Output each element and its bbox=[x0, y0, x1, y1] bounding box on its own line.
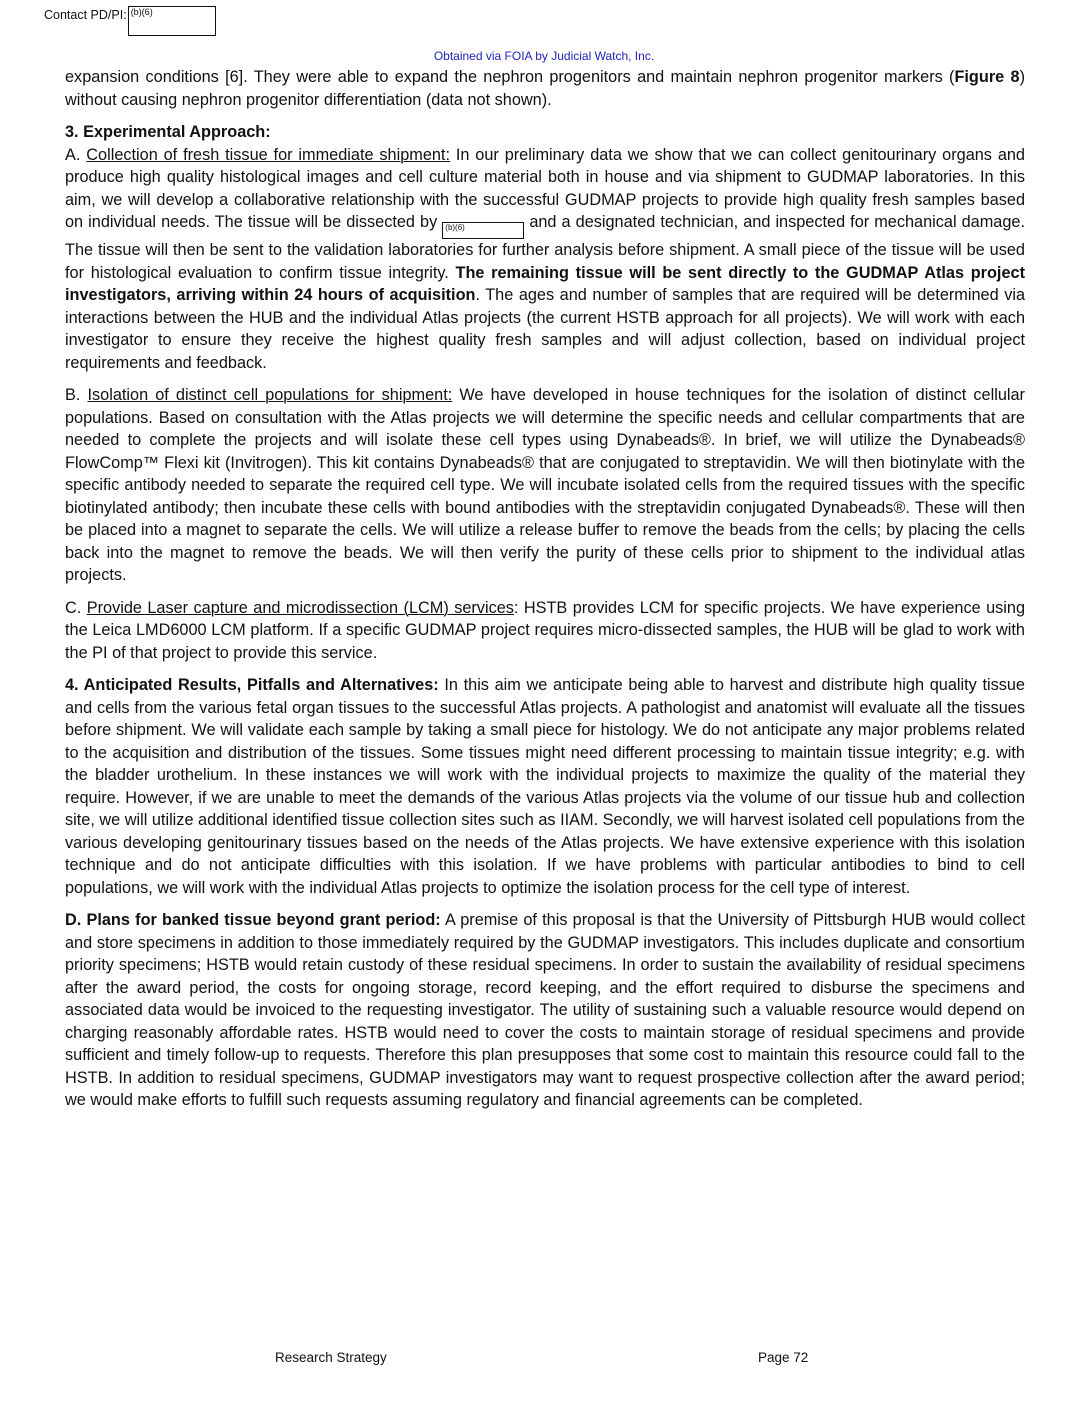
foia-watermark: Obtained via FOIA by Judicial Watch, Inc. bbox=[433, 49, 655, 63]
section-3c-paragraph: C. Provide Laser capture and microdissection (LCM) services: HSTB provides LCM for specific projects. We have experience using the Leica LMD6000 LCM platform. If a specific GUDMAP project requires micro-dissected samples, the HUB will be glad to work with the PI of that project to provide this service. bbox=[65, 598, 1025, 662]
footer-page-number: Page 72 bbox=[758, 1350, 809, 1365]
figure-reference: Figure 8 bbox=[954, 68, 1020, 86]
section-3b-paragraph: B. Isolation of distinct cell populations for shipment: We have developed in house techniques for the isolation of distinct cellular populations. Based on consultation with the Atlas projects we will determine the specific needs and cellular compartments that are needed to complete the projects and will isolate these cell types using Dynabeads®. In brief, we will utilize the Dynabeads® FlowComp™ Flexi kit (Invitrogen). This kit contains Dynabeads® that are conjugated to streptavidin. We will then biotinylate with the specific antibody needed to separate the required cell type. We will incubate isolated cells from the required tissues with the specific biotinylated antibody; then incubate these cells with bound antibodies with the streptavidin conjugated Dynabeads®. These will then be placed into a magnet to separate the cells. We will utilize a release buffer to remove the beads from the cells; by placing the cells back into the magnet to remove the beads. We will then verify the purity of these cells prior to shipment to the individual atlas projects. bbox=[65, 386, 1025, 584]
contact-pd-pi-label: Contact PD/PI: bbox=[44, 8, 127, 22]
intro-paragraph: expansion conditions [6]. They were able to expand the nephron progenitors and maintain nephron progenitor markers (Figure 8) without causing nephron progenitor differentiation (data not shown). bbox=[65, 68, 1025, 109]
footer-section-title: Research Strategy bbox=[275, 1350, 387, 1365]
section-3c-title: Provide Laser capture and microdissection (LCM) services bbox=[86, 598, 514, 617]
section-4-paragraph: 4. Anticipated Results, Pitfalls and Alternatives: In this aim we anticipate being able to harvest and distribute high quality tissue and cells from the various fetal organ tissues to the successful Atlas projects. A pathologist and anatomist will evaluate all the tissues before shipment. We will validate each sample by taking a small piece for histology. We do not anticipate any major problems related to the acquisition and distribution of the tissues. Some tissues might need different processing to maintain tissue integrity; e.g. with the bladder urothelium. In these instances we will work with the individual projects to maximize the quality of the material they require. However, if we are unable to meet the demands of the various Atlas projects via the volume of our tissue hub and collection site, we will utilize additional identified tissue collection sites such as IIAM. Secondly, we will harvest isolated cell populations from the various developing genitourinary tissues based on the needs of the Atlas projects. We have extensive experience with this isolation technique and do not anticipate difficulties with this isolation. If we have problems with particular antibodies to bind to cell populations, we will work with the individual Atlas projects to optimize the isolation process for the cell type of interest. bbox=[65, 676, 1025, 897]
inline-redaction-box: (b)(6) bbox=[442, 222, 524, 239]
section-3a-paragraph: A. Collection of fresh tissue for immediate shipment: In our preliminary data we show that we can collect genitourinary organs and produce high quality histological images and cell culture material both in house and via shipment to GUDMAP laboratories. In this aim, we will develop a collaborative relationship with the successful GUDMAP projects to provide high quality fresh samples based on individual needs. The tissue will be dissected by (b)(6) and a designated technician, and inspected for mechanical damage. The tissue will then be sent to the validation laboratories for further analysis before shipment. A small piece of the tissue will be used for histological evaluation to confirm tissue integrity. The remaining tissue will be sent directly to the GUDMAP Atlas project investigators, arriving within 24 hours of acquisition. The ages and number of samples that are required will be determined via interactions between the HUB and the individual Atlas projects (the current HSTB approach for all projects). We will work with each investigator to ensure they receive the highest quality fresh samples and will adjust collection, based on individual project requirements and feedback. bbox=[65, 145, 1026, 372]
section-3a-title: Collection of fresh tissue for immediate shipment: bbox=[86, 145, 450, 164]
section-3b-title: Isolation of distinct cell populations for shipment: bbox=[87, 386, 453, 404]
page-header bbox=[44, 6, 216, 36]
section-d-paragraph: D. Plans for banked tissue beyond grant period: A premise of this proposal is that the University of Pittsburgh HUB would collect and store specimens in addition to those immediately required by the GUDMAP investigators. This includes duplicate and consortium priority specimens; HSTB would retain custody of these residual specimens. In order to sustain the availability of residual specimens after the award period, the costs for ongoing storage, record keeping, and the effort required to disburse the specimens and associated data would be invoiced to the requesting investigator. The utility of sustaining such a valuable resource would depend on charging reasonably affordable rates. HSTB would need to cover the costs to maintain storage of residual specimens and provide sufficient and timely follow-up to requests. Therefore this plan presupposes that some cost to maintain this resource could fall to the HSTB. In addition to residual specimens, GUDMAP investigators may want to request prospective collection after the award period; we would make efforts to fulfill such requests assuming regulatory and financial agreements can be completed. bbox=[65, 911, 1025, 1109]
document-body bbox=[65, 66, 1025, 1122]
section-3a-emphasis: The remaining tissue will be sent directly to the GUDMAP Atlas project investigators, arriving within 24 hours of acquisition bbox=[65, 263, 1025, 304]
redaction-box: (b)(6) bbox=[128, 6, 216, 36]
section-d-heading: D. Plans for banked tissue beyond grant period: bbox=[65, 911, 441, 929]
section-4-heading: 4. Anticipated Results, Pitfalls and Alternatives: bbox=[65, 676, 439, 694]
section-3-heading: 3. Experimental Approach: bbox=[65, 123, 271, 141]
